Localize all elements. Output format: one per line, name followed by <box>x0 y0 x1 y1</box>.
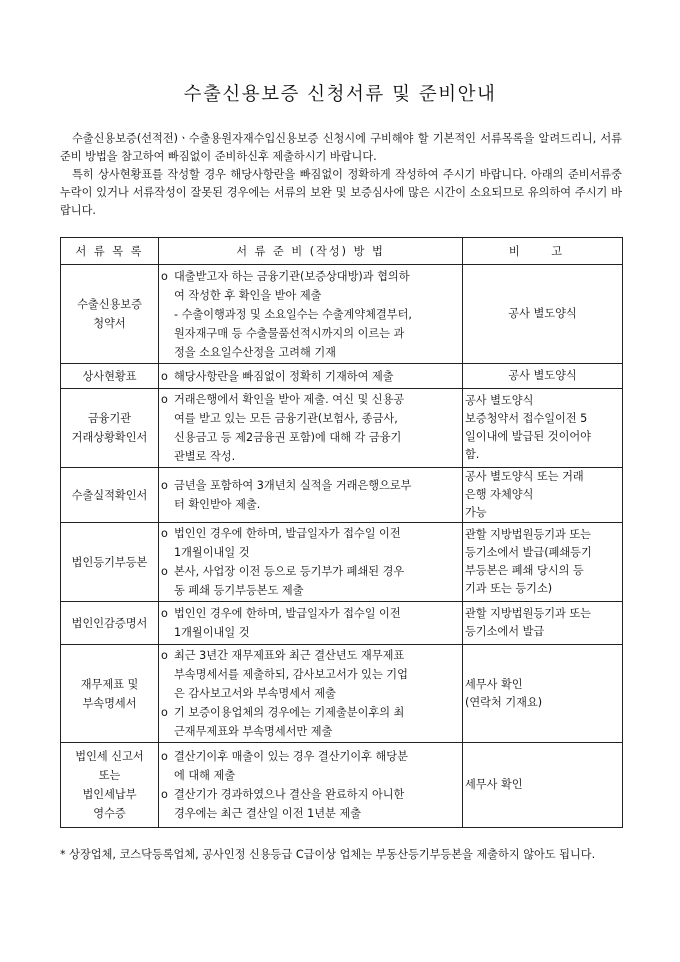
method-line <box>161 646 460 665</box>
method-text: 1개월이내일 것 <box>174 626 250 639</box>
document-name-cell <box>61 523 159 602</box>
method-line <box>161 390 460 409</box>
method-text: 에 대해 제출 <box>174 769 236 782</box>
remarks-line: 관할 지방법원등기과 또는 <box>465 607 591 620</box>
intro-paragraph: 수출신용보증(선적전)ㆍ수출용원자재수입신용보증 신청시에 구비해야 할 기본적인 서류목록을 알려드리니, 서류준비 방법을 참고하여 빠짐없이 준비하신후 제출하시기 바랍니다. <box>60 132 622 163</box>
table-row <box>61 743 623 828</box>
document-name-line: 상사현황표 <box>82 369 137 383</box>
method-line <box>161 367 460 386</box>
remarks-line: 세무사 확인 <box>465 677 523 691</box>
method-line <box>161 722 460 741</box>
remarks-line: 관할 지방법원등기과 또는 <box>465 528 591 541</box>
remarks-line: 공사 별도양식 <box>465 394 534 407</box>
page-title: 수출신용보증 신청서류 및 준비안내 <box>183 84 497 105</box>
table-row <box>61 523 623 602</box>
method-line <box>161 581 460 600</box>
method-line <box>161 804 460 823</box>
method-text: 대출받고자 하는 금융기관(보증상대방)과 협의하 <box>174 269 410 283</box>
bullet-icon: o <box>161 393 168 406</box>
document-name-line: 법인세납부 <box>82 788 137 801</box>
remarks-cell <box>463 389 623 468</box>
method-text: 터 확인받아 제출. <box>174 498 261 511</box>
method-text: 금년을 포함하여 3개년치 실적을 거래은행으로부 <box>174 479 412 492</box>
document-name-line: 법인세 신고서 <box>75 750 144 763</box>
method-cell <box>159 523 463 602</box>
remarks-line: 보증청약서 접수일이전 5 <box>465 412 588 425</box>
document-name-cell <box>61 645 159 743</box>
method-text: 최근 3년간 재무제표와 최근 결산년도 재무제표 <box>174 649 405 662</box>
header-method: 서 류 준 비 (작성) 방 법 <box>159 238 463 265</box>
document-name-cell <box>61 468 159 523</box>
method-line <box>161 623 460 642</box>
remarks-cell <box>463 468 623 523</box>
method-text: 해당사항란을 빠짐없이 정확히 기재하여 제출 <box>174 369 394 383</box>
header-remarks: 비 고 <box>463 238 623 265</box>
method-text: - 수출이행과정 및 소요일수는 수출계약체결부터, <box>174 307 412 321</box>
document-name-line: 부속명세서 <box>82 696 137 710</box>
remarks-cell <box>463 364 623 389</box>
table-row <box>61 389 623 468</box>
remarks-line: 함. <box>465 448 480 461</box>
bullet-icon: o <box>161 788 168 801</box>
document-table <box>60 237 623 828</box>
table-row <box>61 364 623 389</box>
document-name-line: 재무제표 및 <box>80 677 139 691</box>
method-line <box>161 286 460 305</box>
remarks-line: 세무사 확인 <box>465 778 523 791</box>
bullet-icon: o <box>161 565 168 578</box>
method-text: 관별로 작성. <box>174 450 236 463</box>
remarks-line: 등기소에서 발급(폐쇄등기 <box>465 546 592 559</box>
method-text: 은 감사보고서와 부속명세서 제출 <box>174 687 336 700</box>
bullet-icon: o <box>161 607 168 620</box>
method-text: 정을 소요일수산정을 고려해 기재 <box>174 345 336 359</box>
method-cell <box>159 468 463 523</box>
method-text: 경우에는 최근 결산일 이전 1년분 제출 <box>174 807 362 820</box>
bullet-icon: o <box>161 527 168 540</box>
method-text: 결산기이후 매출이 있는 경우 결산기이후 해당분 <box>174 750 408 763</box>
method-line <box>161 343 460 362</box>
footnote: * 상장업체, 코스닥등록업체, 공사인정 신용등급 C급이상 업체는 부동산등기부등본을 제출하지 않아도 됩니다. <box>60 848 596 861</box>
method-line <box>161 684 460 703</box>
remarks-line: 부등본은 폐쇄 당시의 등 <box>465 564 584 577</box>
table-row <box>61 602 623 645</box>
method-line <box>161 305 460 324</box>
method-text: 여를 받고 있는 모든 금융기관(보험사, 종금사, <box>174 412 398 425</box>
method-text: 신용금고 등 제2금융권 포함)에 대해 각 금융기 <box>174 431 402 444</box>
method-cell <box>159 602 463 645</box>
method-line <box>161 604 460 623</box>
table-row <box>61 265 623 364</box>
method-cell <box>159 743 463 828</box>
method-text: 법인인 경우에 한하며, 발급일자가 접수일 이전 <box>174 527 401 540</box>
method-text: 1개월이내일 것 <box>174 546 250 559</box>
method-line <box>161 267 460 286</box>
remarks-line: (연락처 기재요) <box>465 695 543 709</box>
method-text: 법인인 경우에 한하며, 발급일자가 접수일 이전 <box>174 607 401 620</box>
remarks-line: 은행 자체양식 <box>465 488 534 501</box>
remarks-cell <box>463 743 623 828</box>
document-name-line: 청약서 <box>93 317 126 330</box>
method-text: 동 폐쇄 등기부등본도 제출 <box>174 584 304 597</box>
method-text: 여 작성한 후 확인을 받아 제출 <box>174 288 322 302</box>
method-cell <box>159 645 463 743</box>
document-name-line: 수출신용보증 <box>77 298 142 311</box>
method-line <box>161 524 460 543</box>
method-line <box>161 543 460 562</box>
document-name-line: 또는 <box>98 769 121 782</box>
remarks-line: 등기소에서 발급 <box>465 625 545 638</box>
document-name-line: 법인인감증명서 <box>71 616 148 630</box>
document-name-line: 거래상황확인서 <box>71 431 148 444</box>
document-name-cell <box>61 389 159 468</box>
document-name-cell <box>61 743 159 828</box>
bullet-icon: o <box>161 706 168 719</box>
method-line <box>161 785 460 804</box>
document-name-line: 금융기관 <box>87 412 132 425</box>
method-line <box>161 324 460 343</box>
method-text: 근재무제표와 부속명세서만 제출 <box>174 725 333 738</box>
bullet-icon: o <box>161 269 168 283</box>
remarks-cell <box>463 265 623 364</box>
table-row <box>61 468 623 523</box>
method-text: 부속명세서를 제출하되, 감사보고서가 있는 기업 <box>174 668 408 681</box>
remarks-cell <box>463 645 623 743</box>
method-text: 결산기가 경과하였으나 결산을 완료하지 아니한 <box>174 788 405 801</box>
remarks-line: 공사 별도양식 <box>508 307 577 320</box>
document-name-line: 법인등기부등본 <box>71 555 148 569</box>
remarks-cell <box>463 602 623 645</box>
table-row <box>61 645 623 743</box>
document-name-cell <box>61 364 159 389</box>
bullet-icon: o <box>161 750 168 763</box>
header-documents: 서 류 목 록 <box>61 238 159 265</box>
method-line <box>161 447 460 466</box>
method-line <box>161 476 460 495</box>
remarks-line: 공사 별도양식 <box>508 369 577 382</box>
bullet-icon: o <box>161 369 168 383</box>
bullet-icon: o <box>161 649 168 662</box>
method-line <box>161 409 460 428</box>
document-name-line: 수출실적확인서 <box>71 488 148 502</box>
remarks-line: 가능 <box>465 506 487 519</box>
method-line <box>161 495 460 514</box>
intro-paragraph: 특히 상사현황표를 작성할 경우 해당사항란을 빠짐없이 정확하게 작성하여 주시기 바랍니다. 아래의 준비서류중 누락이 있거나 서류작성이 잘못된 경우에는 서류의 보완 및 보증심사에 많은 시간이 소요되므로 유의하여 주시기 바랍니다. <box>60 168 622 217</box>
method-line <box>161 766 460 785</box>
method-text: 본사, 사업장 이전 등으로 등기부가 폐쇄된 경우 <box>174 565 405 578</box>
intro-text <box>60 130 622 220</box>
remarks-line: 공사 별도양식 또는 거래 <box>465 470 584 483</box>
table-header-row <box>61 238 623 265</box>
bullet-icon: o <box>161 479 168 492</box>
method-line <box>161 747 460 766</box>
method-cell <box>159 265 463 364</box>
document-name-line: 영수증 <box>93 807 126 820</box>
remarks-line: 기과 또는 등기소) <box>465 582 553 595</box>
method-line <box>161 703 460 722</box>
method-text: 기 보증이용업체의 경우에는 기제출분이후의 최 <box>174 706 405 719</box>
document-name-cell <box>61 602 159 645</box>
document-name-cell <box>61 265 159 364</box>
method-cell <box>159 364 463 389</box>
method-line <box>161 562 460 581</box>
method-cell <box>159 389 463 468</box>
table-body <box>61 265 623 828</box>
method-text: 원자재구매 등 수출물품선적시까지의 이르는 과 <box>174 326 405 340</box>
remarks-line: 일이내에 발급된 것이어야 <box>465 430 591 443</box>
method-line <box>161 665 460 684</box>
remarks-cell <box>463 523 623 602</box>
method-line <box>161 428 460 447</box>
method-text: 거래은행에서 확인을 받아 제출. 여신 및 신용공 <box>174 393 405 406</box>
